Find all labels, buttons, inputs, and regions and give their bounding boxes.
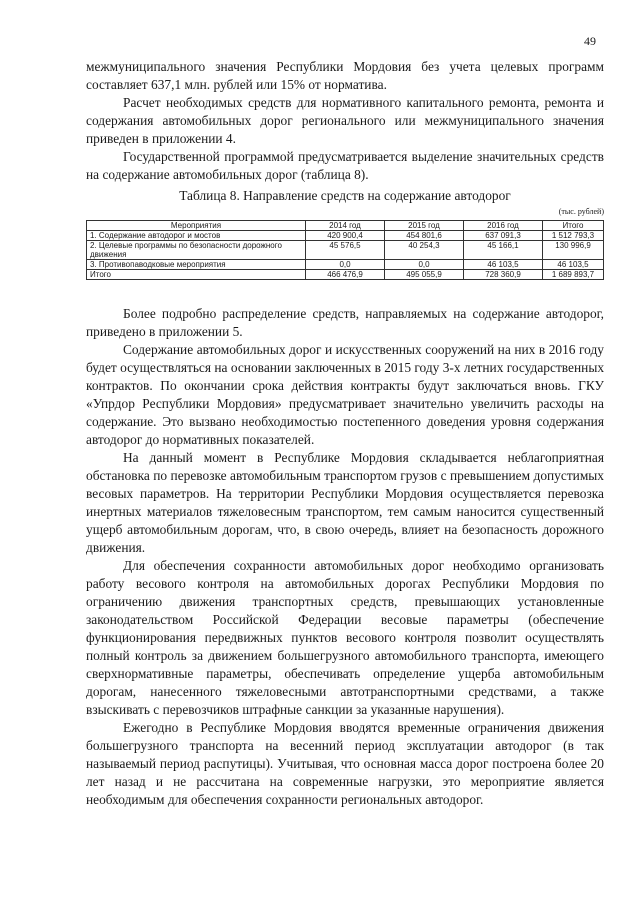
table-cell: Итого	[87, 270, 306, 280]
table-cell: 3. Противопаводковые мероприятия	[87, 260, 306, 270]
table-cell: 466 476,9	[306, 270, 385, 280]
table-total-row	[87, 270, 604, 280]
text-block-top	[86, 58, 604, 184]
table-cell: 0,0	[306, 260, 385, 270]
paragraph: Государственной программой предусматривается выделение значительных средств на содержание автомобильных дорог (таблица 8).	[86, 149, 604, 182]
text-block-bottom	[86, 305, 604, 809]
paragraph: Для обеспечения сохранности автомобильных дорог необходимо организовать работу весового контроля на автомобильных дорогах Республики Мордовия по ограничению движения транспортных средств, превышающих установленные законодательством Российской Федерации весовые параметры (обеспечение функционирования передвижных пунктов весового контроля позволит осуществлять полный контроль за движением большегрузного автомобильного транспорта, имеющего сверхнормативные параметры, обеспечивать определение ущерба автомобильным дорогам, нанесенного тяжеловесными автотранспортными средствами, а также взыскивать с перевозчиков штрафные санкции за указанные нарушения).	[86, 558, 604, 717]
table-cell: 0,0	[385, 260, 464, 270]
paragraph: Более подробно распределение средств, направляемых на содержание автодорог, приведено в приложении 5.	[86, 306, 604, 339]
table-header-cell: Мероприятия	[87, 221, 306, 231]
funding-table	[86, 220, 604, 280]
table-row	[87, 260, 604, 270]
table-cell: 1 689 893,7	[543, 270, 604, 280]
table-cell: 40 254,3	[385, 241, 464, 260]
table-header-cell: Итого	[543, 221, 604, 231]
table-cell: 454 801,6	[385, 231, 464, 241]
table-cell: 46 103,5	[543, 260, 604, 270]
table-header-cell: 2014 год	[306, 221, 385, 231]
paragraph: Расчет необходимых средств для нормативного капитального ремонта, ремонта и содержания автомобильных дорог регионального или межмуниципального значения приведен в приложении 4.	[86, 95, 604, 146]
table-cell: 637 091,3	[464, 231, 543, 241]
paragraph: Ежегодно в Республике Мордовия вводятся временные ограничения движения большегрузного транспорта на весенний период эксплуатации автодорог (в так называемый период распутицы). Учитывая, что основная масса дорог построена более 20 лет назад и не рассчитана на современные нагрузки, это мероприятие является необходимым для обеспечения сохранности региональных автодорог.	[86, 720, 604, 807]
table-cell: 45 576,5	[306, 241, 385, 260]
table-header-cell: 2015 год	[385, 221, 464, 231]
paragraph: На данный момент в Республике Мордовия складывается неблагоприятная обстановка по перевозке автомобильным транспортом грузов с превышением допустимых весовых параметров. На территории Республики Мордовия осуществляется перевозка инертных материалов тяжеловесным транспортом, тем самым наносится существенный ущерб автомобильным дорогам, что, в свою очередь, влияет на безопасность дорожного движения.	[86, 450, 604, 555]
table-row	[87, 231, 604, 241]
paragraph: Содержание автомобильных дорог и искусственных сооружений на них в 2016 году будет осуществляться на основании заключенных в 2015 году 3-х летних государственных контрактов. По окончании срока действия контракты будут заключаться вновь. ГКУ «Упрдор Республики Мордовия» предусматривает значительно увеличить расходы на содержание. Это вызвано необходимостью постепенного доведения уровня содержания автодорог до нормативных показателей.	[86, 342, 605, 447]
table-cell: 46 103,5	[464, 260, 543, 270]
table-header-cell: 2016 год	[464, 221, 543, 231]
table-cell: 45 166,1	[464, 241, 543, 260]
page-number: 49	[584, 34, 596, 48]
table-title: Таблица 8. Направление средств на содержание автодорог	[179, 188, 511, 203]
paragraph: межмуниципального значения Республики Мордовия без учета целевых программ составляет 637,1 млн. рублей или 15% от норматива.	[86, 59, 604, 92]
table-cell: 420 900,4	[306, 231, 385, 241]
table-cell: 130 996,9	[543, 241, 604, 260]
table-header-row	[87, 221, 604, 231]
table-cell: 2. Целевые программы по безопасности дорожного движения	[87, 241, 306, 260]
table-cell: 1. Содержание автодорог и мостов	[87, 231, 306, 241]
table-cell: 495 055,9	[385, 270, 464, 280]
table-unit: (тыс. рублей)	[558, 207, 604, 216]
table-cell: 1 512 793,3	[543, 231, 604, 241]
table-cell: 728 360,9	[464, 270, 543, 280]
table-row	[87, 241, 604, 260]
